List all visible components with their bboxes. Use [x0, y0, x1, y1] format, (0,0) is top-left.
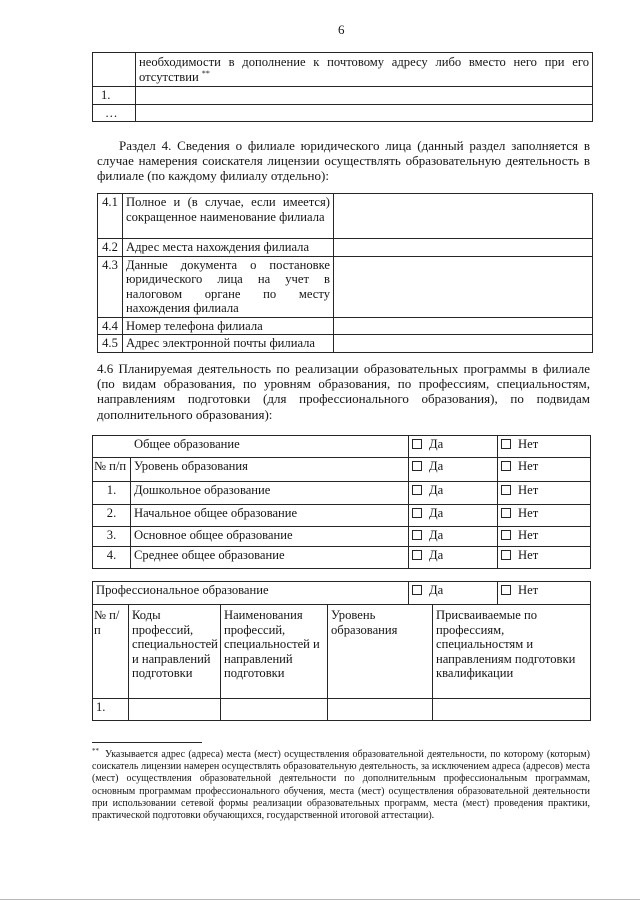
num-cell: …	[93, 104, 136, 122]
table-row	[93, 582, 591, 605]
section4-intro: Раздел 4. Сведения о филиале юридического лица (данный раздел заполняется в случае намерения соискателя лицензии осуществлять образовательную деятельность в филиале (по каждому филиалу отдельно):	[97, 138, 590, 184]
row-label: Адрес места нахождения филиала	[123, 239, 334, 257]
footnote	[92, 749, 590, 822]
table-row	[93, 527, 591, 547]
no-checkbox[interactable]	[501, 508, 511, 518]
yes-checkbox[interactable]	[412, 439, 422, 449]
no-label: Нет	[518, 528, 539, 542]
level-header: Уровень образования	[131, 458, 409, 482]
codes-header: Коды профессий, специальностей и направлений подготовки	[129, 604, 221, 698]
row-number: 3.	[93, 527, 131, 547]
general-education-table	[92, 435, 591, 569]
num-header: № п/п	[93, 458, 131, 482]
row-number: 4.3	[98, 256, 123, 317]
level-name: Среднее общее образование	[131, 547, 409, 569]
yes-cell	[409, 527, 498, 547]
empty-cell	[221, 698, 328, 720]
table-row	[93, 698, 591, 720]
num-cell	[93, 53, 136, 87]
table-row	[98, 317, 593, 335]
yes-checkbox[interactable]	[412, 530, 422, 540]
footnote-text: Указывается адрес (адреса) места (мест) осуществления образовательной деятельности, по которому (которым) соискатель лицензии намерен осуществлять образовательную деятельность, за исключением адреса (адресов) места (мест) осуществления образовательной деятельности по дополнительным профессиональным программам, основным программам профессионального обучения, места (мест) осуществления образовательной деятельности при использовании сетевой формы реализации образовательных программ, места (мест) проведения практики, практической подготовки обучающихся, государственной итоговой аттестации).	[92, 749, 590, 822]
yes-label: Да	[429, 437, 444, 451]
yes-cell	[409, 458, 498, 482]
empty-cell	[129, 698, 221, 720]
table-header-row	[93, 604, 591, 698]
no-cell	[498, 582, 591, 605]
row-number: 4.4	[98, 317, 123, 335]
yes-label: Да	[429, 459, 444, 473]
scan-edge-line	[0, 899, 640, 900]
no-cell	[498, 547, 591, 569]
num-cell: 1.	[93, 87, 136, 105]
page-number: 6	[338, 22, 345, 37]
yes-checkbox[interactable]	[412, 585, 422, 595]
footnote-mark: **	[92, 747, 99, 755]
no-checkbox[interactable]	[501, 550, 511, 560]
table-row	[93, 104, 593, 122]
no-checkbox[interactable]	[501, 461, 511, 471]
empty-cell	[328, 698, 433, 720]
top-table	[92, 52, 593, 122]
value-cell	[334, 317, 593, 335]
yes-cell	[409, 436, 498, 458]
yes-checkbox[interactable]	[412, 550, 422, 560]
yes-checkbox[interactable]	[412, 461, 422, 471]
table-row	[93, 482, 591, 505]
no-checkbox[interactable]	[501, 485, 511, 495]
no-label: Нет	[518, 437, 539, 451]
table-row	[98, 194, 593, 239]
row-label: Полное и (в случае, если имеется) сокращенное наименование филиала	[123, 194, 334, 239]
text-cell	[136, 53, 593, 87]
row-number: 4.5	[98, 335, 123, 353]
row-number: 2.	[93, 505, 131, 527]
no-checkbox[interactable]	[501, 585, 511, 595]
value-cell	[334, 194, 593, 239]
table-row	[93, 436, 591, 458]
table-row	[93, 547, 591, 569]
yes-label: Да	[429, 548, 444, 562]
no-label: Нет	[518, 506, 539, 520]
professional-education-title: Профессиональное образование	[93, 582, 409, 605]
table-row	[98, 335, 593, 353]
row-label: Данные документа о постановке юридического лица на учет в налоговом органе по месту нахождения филиала	[123, 256, 334, 317]
table-row	[98, 256, 593, 317]
yes-cell	[409, 582, 498, 605]
yes-label: Да	[429, 583, 444, 597]
qualifications-header: Присваиваемые по профессиям, специальностям и направлениям подготовки квалификации	[433, 604, 591, 698]
level-name: Основное общее образование	[131, 527, 409, 547]
professional-education-title-table	[92, 581, 591, 605]
table-row	[93, 87, 593, 105]
yes-label: Да	[429, 506, 444, 520]
level-name: Дошкольное образование	[131, 482, 409, 505]
no-label: Нет	[518, 548, 539, 562]
no-cell	[498, 505, 591, 527]
top-row-text: необходимости в дополнение к почтовому адресу либо вместо него при его отсутствии	[139, 55, 589, 84]
table-row	[98, 239, 593, 257]
yes-cell	[409, 505, 498, 527]
value-cell	[334, 256, 593, 317]
level-header: Уровень образования	[328, 604, 433, 698]
value-cell	[334, 239, 593, 257]
no-label: Нет	[518, 583, 539, 597]
no-checkbox[interactable]	[501, 530, 511, 540]
row-number: 4.	[93, 547, 131, 569]
num-header: № п/п	[93, 604, 129, 698]
row-label: Адрес электронной почты филиала	[123, 335, 334, 353]
no-cell	[498, 482, 591, 505]
no-cell	[498, 436, 591, 458]
no-label: Нет	[518, 483, 539, 497]
footnote-mark: **	[201, 68, 210, 78]
general-education-title: Общее образование	[93, 436, 409, 458]
names-header: Наименования профессий, специальностей и направлений подготовки	[221, 604, 328, 698]
table-row	[93, 505, 591, 527]
professional-education-table	[92, 604, 591, 721]
empty-cell	[136, 104, 593, 122]
row-number: 1.	[93, 482, 131, 505]
branch-info-table	[97, 193, 593, 353]
row-number: 4.2	[98, 239, 123, 257]
yes-checkbox[interactable]	[412, 508, 422, 518]
empty-cell	[433, 698, 591, 720]
no-cell	[498, 527, 591, 547]
no-label: Нет	[518, 459, 539, 473]
activity-intro: 4.6 Планируемая деятельность по реализации образовательных программы в филиале (по видам образования, по уровням образования, по профессиям, специальностям, направлениям подготовки (для профессионального образования), по подвидам дополнительного образования):	[97, 361, 590, 422]
yes-cell	[409, 547, 498, 569]
yes-label: Да	[429, 528, 444, 542]
level-name: Начальное общее образование	[131, 505, 409, 527]
table-header-row	[93, 458, 591, 482]
no-cell	[498, 458, 591, 482]
empty-cell	[136, 87, 593, 105]
row-number: 1.	[93, 698, 129, 720]
footnote-separator	[92, 742, 202, 743]
table-row	[93, 53, 593, 87]
no-checkbox[interactable]	[501, 439, 511, 449]
row-label: Номер телефона филиала	[123, 317, 334, 335]
value-cell	[334, 335, 593, 353]
yes-cell	[409, 482, 498, 505]
yes-label: Да	[429, 483, 444, 497]
yes-checkbox[interactable]	[412, 485, 422, 495]
row-number: 4.1	[98, 194, 123, 239]
